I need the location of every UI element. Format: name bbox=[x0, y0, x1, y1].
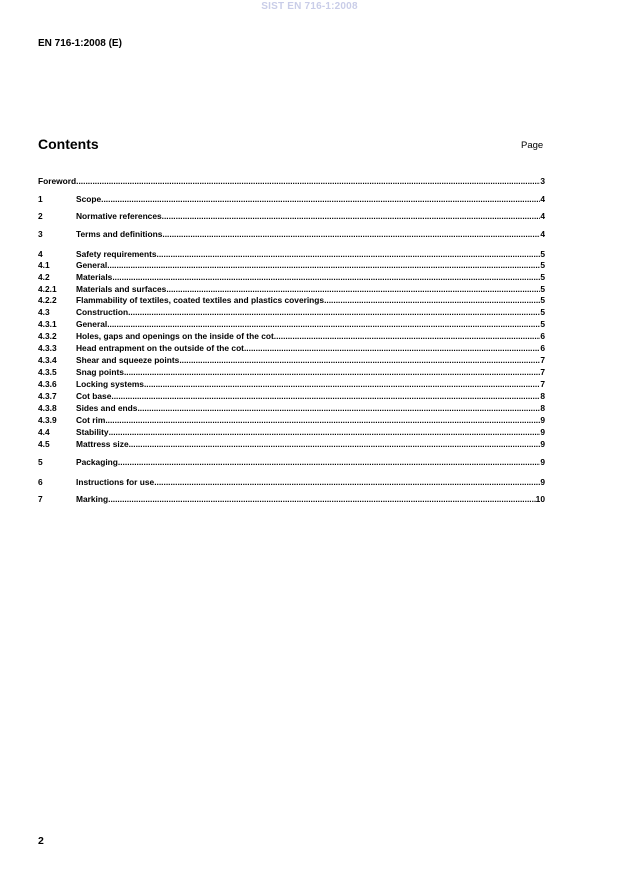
toc-leader-dots bbox=[154, 476, 540, 488]
toc-leader-dots bbox=[129, 438, 541, 450]
toc-leader-dots bbox=[179, 354, 540, 366]
toc-entry[interactable] bbox=[38, 294, 545, 306]
toc-entry-page: 9 bbox=[540, 439, 545, 449]
toc-leader-dots bbox=[162, 228, 540, 240]
toc-entry-title: Flammability of textiles, coated textiles and plastics coverings bbox=[76, 295, 325, 305]
toc-entry-number: 4.3.5 bbox=[38, 367, 57, 377]
toc-entry-title: Mattress size bbox=[76, 439, 129, 449]
toc-leader-dots bbox=[105, 414, 540, 426]
toc-entry-number: 1 bbox=[38, 194, 43, 204]
toc-entry-title: Locking systems bbox=[76, 379, 144, 389]
page-column-label: Page bbox=[521, 140, 544, 151]
toc-entry-page: 4 bbox=[540, 194, 545, 204]
toc-entry[interactable] bbox=[38, 306, 545, 318]
toc-entry-number: 4.2 bbox=[38, 272, 50, 282]
toc-entry-page: 7 bbox=[540, 367, 545, 377]
toc-entry-number: 4.2.1 bbox=[38, 284, 57, 294]
toc-leader-dots bbox=[324, 294, 540, 306]
toc-entry-title: Instructions for use bbox=[76, 477, 155, 487]
toc-entry-page: 7 bbox=[540, 355, 545, 365]
toc-entry[interactable] bbox=[38, 438, 545, 450]
toc-entry[interactable] bbox=[38, 366, 545, 378]
toc-entry-title: Cot rim bbox=[76, 415, 106, 425]
toc-entry-page: 9 bbox=[540, 457, 545, 467]
toc-entry-page: 4 bbox=[540, 211, 545, 221]
toc-entry[interactable] bbox=[38, 390, 545, 402]
toc-entry-page: 5 bbox=[540, 319, 545, 329]
toc-entry-title: Construction bbox=[76, 307, 129, 317]
toc-entry[interactable] bbox=[38, 354, 545, 366]
toc-entry-number: 4.3 bbox=[38, 307, 50, 317]
toc-leader-dots bbox=[274, 330, 541, 342]
toc-entry[interactable] bbox=[38, 318, 545, 330]
toc-leader-dots bbox=[107, 259, 540, 271]
toc-entry[interactable] bbox=[38, 402, 545, 414]
toc-entry-page: 8 bbox=[540, 403, 545, 413]
toc-entry-number: 4.3.8 bbox=[38, 403, 57, 413]
toc-entry-page: 9 bbox=[540, 427, 545, 437]
toc-entry-page: 5 bbox=[540, 295, 545, 305]
toc-entry-page: 9 bbox=[540, 477, 545, 487]
toc-entry-page: 8 bbox=[540, 391, 545, 401]
toc-leader-dots bbox=[107, 318, 540, 330]
toc-leader-dots bbox=[128, 306, 540, 318]
toc-entry-title: Terms and definitions bbox=[76, 229, 163, 239]
toc-entry[interactable] bbox=[38, 342, 545, 354]
toc-entry[interactable] bbox=[38, 330, 545, 342]
toc-entry-title: Materials and surfaces bbox=[76, 284, 167, 294]
toc-leader-dots bbox=[144, 378, 540, 390]
toc-entry[interactable] bbox=[38, 259, 545, 271]
toc-entry-number: 4.3.6 bbox=[38, 379, 57, 389]
toc-entry-page: 3 bbox=[540, 176, 545, 186]
toc-entry[interactable] bbox=[38, 210, 545, 222]
contents-title: Contents bbox=[38, 136, 99, 152]
toc-entry-page: 5 bbox=[540, 307, 545, 317]
toc-entry-title: Snag points bbox=[76, 367, 124, 377]
toc-entry-number: 4.1 bbox=[38, 260, 50, 270]
toc-entry[interactable] bbox=[38, 414, 545, 426]
toc-entry-number: 4 bbox=[38, 249, 43, 259]
toc-entry-number: 6 bbox=[38, 477, 43, 487]
toc-entry-page: 9 bbox=[540, 415, 545, 425]
toc-leader-dots bbox=[76, 175, 540, 187]
page-number: 2 bbox=[38, 835, 44, 847]
toc-entry-page: 5 bbox=[540, 272, 545, 282]
toc-entry-page: 4 bbox=[540, 229, 545, 239]
toc-entry-title: Marking bbox=[76, 494, 109, 504]
toc-entry[interactable] bbox=[38, 193, 545, 205]
toc-entry[interactable] bbox=[38, 456, 545, 468]
toc-leader-dots bbox=[124, 366, 540, 378]
toc-entry-number: 4.3.9 bbox=[38, 415, 57, 425]
toc-entry-title: Stability bbox=[76, 427, 109, 437]
toc-leader-dots bbox=[101, 193, 540, 205]
toc-entry-foreword[interactable] bbox=[38, 175, 545, 187]
toc-leader-dots bbox=[111, 390, 540, 402]
toc-entry-number: 7 bbox=[38, 494, 43, 504]
toc-entry-page: 5 bbox=[540, 249, 545, 259]
toc-entry-title: Sides and ends bbox=[76, 403, 138, 413]
toc-entry[interactable] bbox=[38, 426, 545, 438]
toc-entry-title: Foreword bbox=[38, 176, 77, 186]
toc-entry-page: 5 bbox=[540, 284, 545, 294]
toc-entry-title: Packaging bbox=[76, 457, 118, 467]
toc-leader-dots bbox=[244, 342, 540, 354]
toc-leader-dots bbox=[108, 493, 536, 505]
toc-entry-title: Materials bbox=[76, 272, 113, 282]
toc-entry-title: Holes, gaps and openings on the inside of the cot bbox=[76, 331, 274, 341]
toc-entry-page: 5 bbox=[540, 260, 545, 270]
toc-entry-page: 10 bbox=[535, 494, 545, 504]
toc-entry-number: 4.3.1 bbox=[38, 319, 57, 329]
toc-entry-number: 4.3.2 bbox=[38, 331, 57, 341]
toc-entry-number: 4.5 bbox=[38, 439, 50, 449]
toc-entry-page: 6 bbox=[540, 331, 545, 341]
toc-entry-title: General bbox=[76, 260, 108, 270]
toc-entry-title: General bbox=[76, 319, 108, 329]
toc-entry-number: 4.2.2 bbox=[38, 295, 57, 305]
toc-entry-title: Normative references bbox=[76, 211, 162, 221]
toc-leader-dots bbox=[137, 402, 540, 414]
toc-entry-title: Cot base bbox=[76, 391, 112, 401]
toc-entry-number: 5 bbox=[38, 457, 43, 467]
toc-entry-number: 3 bbox=[38, 229, 43, 239]
toc-entry-number: 4.4 bbox=[38, 427, 50, 437]
toc-entry-number: 4.3.3 bbox=[38, 343, 57, 353]
document-id: EN 716-1:2008 (E) bbox=[38, 38, 122, 49]
toc-entry[interactable] bbox=[38, 476, 545, 488]
toc-entry-title: Scope bbox=[76, 194, 102, 204]
toc-leader-dots bbox=[162, 210, 541, 222]
toc-entry[interactable] bbox=[38, 271, 545, 283]
toc-entry[interactable] bbox=[38, 378, 545, 390]
toc-leader-dots bbox=[112, 271, 540, 283]
toc-leader-dots bbox=[118, 456, 540, 468]
toc-entry-number: 4.3.4 bbox=[38, 355, 57, 365]
toc-entry-title: Safety requirements bbox=[76, 249, 157, 259]
toc-entry[interactable] bbox=[38, 493, 545, 505]
toc-entry-title: Shear and squeeze points bbox=[76, 355, 180, 365]
toc-entry-title: Head entrapment on the outside of the cot bbox=[76, 343, 244, 353]
toc-entry-number: 4.3.7 bbox=[38, 391, 57, 401]
toc-entry-page: 6 bbox=[540, 343, 545, 353]
watermark: SIST EN 716-1:2008 bbox=[261, 1, 358, 12]
toc-leader-dots bbox=[109, 426, 541, 438]
toc-entry-page: 7 bbox=[540, 379, 545, 389]
toc-entry-number: 2 bbox=[38, 211, 43, 221]
toc-entry[interactable] bbox=[38, 228, 545, 240]
